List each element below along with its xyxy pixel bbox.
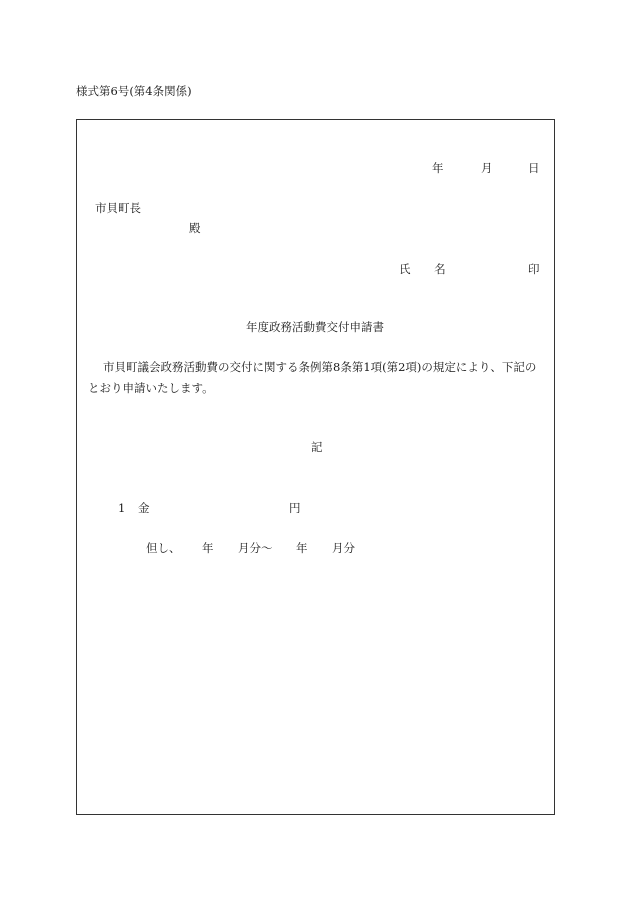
ki-heading: 記 bbox=[311, 440, 323, 454]
proviso-end-year: 年 bbox=[296, 541, 308, 555]
yen-label: 円 bbox=[289, 501, 301, 515]
seal-label: 印 bbox=[528, 262, 540, 276]
date-year-label: 年 bbox=[432, 161, 444, 175]
amount-label: 金 bbox=[138, 501, 150, 515]
date-month-label: 月 bbox=[481, 161, 493, 175]
proviso-label: 但し、 bbox=[146, 541, 181, 555]
proviso-start-month: 月分〜 bbox=[238, 541, 273, 555]
addressee: 市貝町長 bbox=[95, 201, 141, 215]
body-text-line-2: とおり申請いたします。 bbox=[88, 381, 214, 395]
honorific: 殿 bbox=[189, 221, 201, 235]
applicant-name-label: 氏 名 bbox=[399, 262, 456, 276]
body-text-line-1: 市貝町議会政務活動費の交付に関する条例第8条第1項(第2項)の規定により、下記の bbox=[103, 360, 537, 374]
proviso-end-month: 月分 bbox=[332, 541, 355, 555]
form-number-label: 様式第6号(第4条関係) bbox=[76, 84, 192, 98]
form-frame bbox=[76, 119, 555, 815]
document-title: 年度政務活動費交付申請書 bbox=[246, 320, 384, 334]
date-day-label: 日 bbox=[528, 161, 540, 175]
proviso-start-year: 年 bbox=[202, 541, 214, 555]
item-number: 1 bbox=[118, 501, 126, 515]
